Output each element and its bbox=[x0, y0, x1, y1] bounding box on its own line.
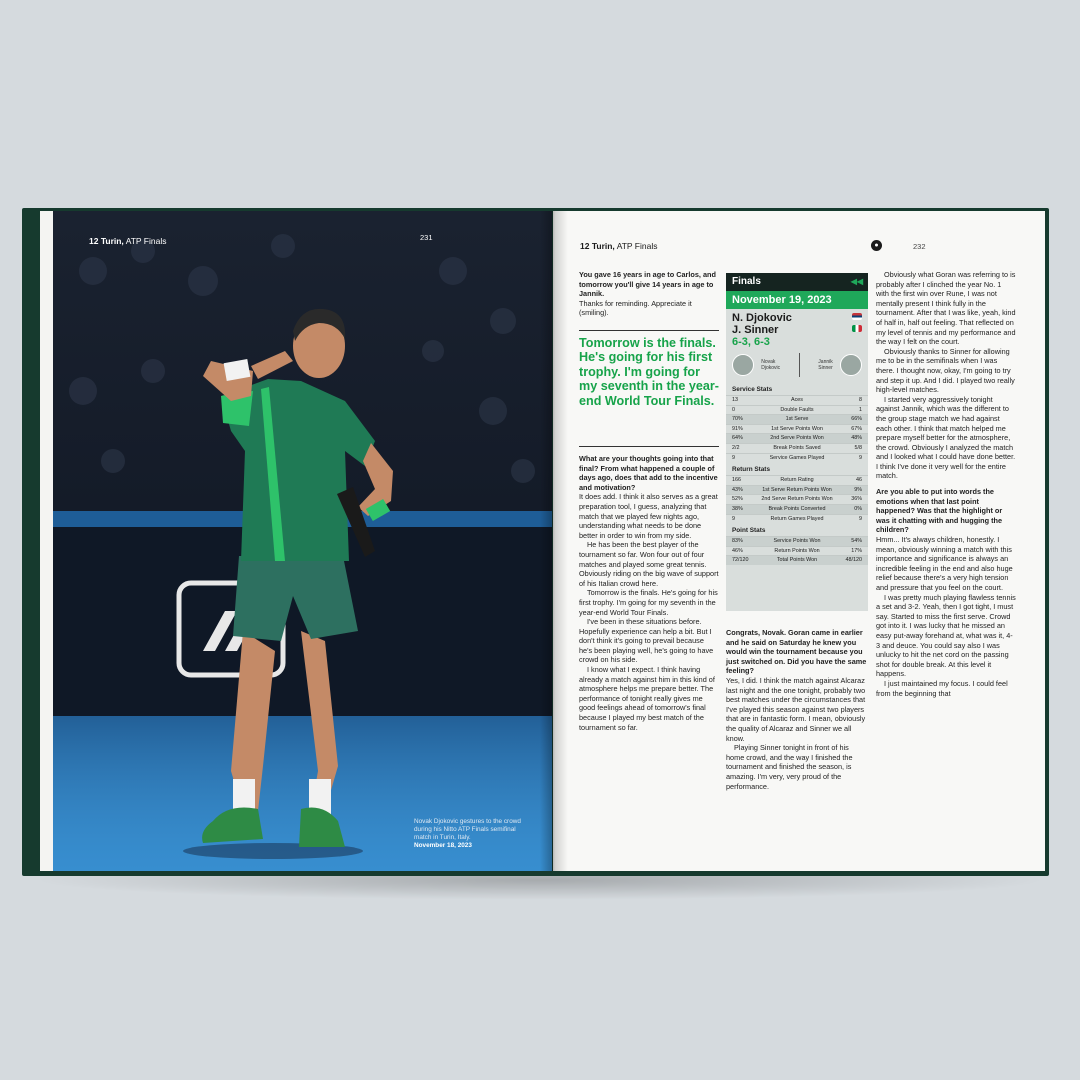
answer-3-p2: Playing Sinner tonight in front of his home crowd, and the way I finished the tournament and finished the season, is amazing. I'm very, very proud of the performance. bbox=[726, 743, 853, 791]
answer-2-p1: It does add. I think it also serves as a great preparation tool, I guess, analyzing that match that we played few nights ago, understanding what needs to be done better in order to win from my side. bbox=[579, 492, 718, 540]
stats-row bbox=[726, 475, 868, 485]
stats-p1-value: 166 bbox=[732, 477, 741, 484]
sinner-avatar bbox=[840, 354, 862, 376]
stats-p2-value: 67% bbox=[851, 425, 862, 432]
player-2-name: J. Sinner bbox=[732, 324, 779, 336]
caption-text: Novak Djokovic gestures to the crowd during his Nitto ATP Finals semifinal match in Turin, Italy. bbox=[414, 818, 521, 841]
stats-p1-value: 9 bbox=[732, 515, 735, 522]
column-3-body bbox=[876, 270, 1016, 698]
point-stats-table bbox=[726, 536, 868, 565]
stats-row bbox=[726, 494, 868, 504]
stats-p2-value: 46 bbox=[856, 477, 862, 484]
return-stats-title: Return Stats bbox=[732, 466, 770, 474]
player-illustration bbox=[53, 211, 552, 871]
avatar-row bbox=[726, 348, 868, 382]
stats-row bbox=[726, 414, 868, 424]
col3-p4: Hmm... It's always children, honestly. I mean, obviously winning a match with this importance and significance is always an incredible feeling in the end and also huge relief because there's a very high tension and pressure that you feel on the court. bbox=[876, 535, 1013, 592]
stats-stat-label: 1st Serve bbox=[785, 416, 809, 423]
stats-p1-value: 64% bbox=[732, 435, 743, 442]
stats-p1-value: 38% bbox=[732, 505, 743, 512]
answer-1: Thanks for reminding. Appreciate it (smiling). bbox=[579, 298, 692, 318]
stats-p2-value: 17% bbox=[851, 547, 862, 554]
stats-row bbox=[726, 546, 868, 556]
avatar-divider bbox=[799, 353, 800, 377]
stats-row bbox=[726, 443, 868, 453]
stats-p2-value: 36% bbox=[851, 496, 862, 503]
stats-p2-value: 54% bbox=[851, 538, 862, 545]
match-stats-box bbox=[726, 273, 868, 611]
stats-row bbox=[726, 433, 868, 443]
italy-flag-icon bbox=[852, 325, 862, 332]
double-arrow-icon: ◀◀ bbox=[850, 277, 863, 286]
answer-2-p3: Tomorrow is the finals. He's going for his first trophy. I'm going for my seventh in the year-end World Tour Finals. bbox=[579, 588, 718, 617]
stats-row bbox=[726, 395, 868, 405]
column-1-top bbox=[579, 270, 719, 318]
stats-p1-value: 43% bbox=[732, 486, 743, 493]
point-stats-title: Point Stats bbox=[732, 527, 766, 535]
caption-date: November 18, 2023 bbox=[414, 842, 472, 849]
tennis-photo bbox=[53, 211, 552, 871]
match-score: 6-3, 6-3 bbox=[732, 336, 770, 348]
stats-p2-value: 0% bbox=[854, 505, 862, 512]
header-event: ATP Finals bbox=[125, 236, 167, 246]
stats-p2-value: 1 bbox=[859, 406, 862, 413]
stats-stat-label: Double Faults bbox=[780, 406, 814, 413]
stats-row bbox=[726, 485, 868, 495]
stats-stat-label: Aces bbox=[791, 397, 803, 403]
col3-p5: I was pretty much playing flawless tennis a set and 3-2. Yeah, then I got tight, I must say. Started to miss the first serve. Crowd got into it. I was lucky that he missed an easy put-away forehand at, what was it, 4-3 and deuce. You could say also I was unlucky to hit the net cord on the passing shot for double break. At this level it happens. bbox=[876, 592, 1016, 679]
players-block bbox=[726, 309, 868, 336]
pull-quote: Tomorrow is the finals. He's going for his first trophy. I'm going for my seventh in the year-end World Tour Finals. bbox=[579, 336, 719, 408]
service-stats-table bbox=[726, 395, 868, 462]
stats-stat-label: Break Points Saved bbox=[773, 444, 821, 451]
column-2-body bbox=[726, 628, 868, 791]
stats-row bbox=[726, 453, 868, 463]
stats-p2-value: 9% bbox=[854, 486, 862, 493]
question-2: What are your thoughts going into that final? From what happened a couple of days ago, does that add to the incentive and motivation? bbox=[579, 454, 718, 492]
header-section: 12 Turin, bbox=[580, 241, 615, 251]
stats-stat-label: 1st Serve Points Won bbox=[771, 425, 823, 432]
djokovic-avatar bbox=[732, 354, 754, 376]
col3-p1: Obviously what Goran was referring to is probably after I clinched the year No. 1 with the first win over Rune, I was not mentally present I think fully in the tournament. After that I was like, yeah, kind of half in, half out feeling. That reflected on my level of tennis and my performance and the way I felt on the court. bbox=[876, 270, 1016, 347]
stats-p2-value: 8 bbox=[859, 397, 862, 403]
player-1-name: N. Djokovic bbox=[732, 312, 792, 324]
service-stats-title: Service Stats bbox=[732, 386, 773, 393]
stats-p2-value: 9 bbox=[859, 454, 862, 461]
column-1-body bbox=[579, 454, 719, 732]
answer-2-p2: He has been the best player of the tournament so far. Won four out of four matches and played some great tennis. Obviously riding on the big wave of support of his Italian crowd here. bbox=[579, 540, 719, 588]
stats-stat-label: 2nd Serve Points Won bbox=[770, 435, 824, 442]
left-page-number: 231 bbox=[420, 233, 433, 242]
stats-stat-label: Return Games Played bbox=[770, 515, 824, 522]
stats-p2-value: 48% bbox=[851, 435, 862, 442]
question-4: Are you able to put into words the emotions when that last point happened? Was that the highlight or was it chatting with and hugging the children? bbox=[876, 487, 1003, 535]
atp-icon: ● bbox=[871, 240, 882, 251]
stats-row bbox=[726, 504, 868, 514]
stats-row bbox=[726, 536, 868, 546]
stats-stat-label: Return Rating bbox=[780, 477, 814, 484]
stats-stat-label: Service Games Played bbox=[769, 454, 825, 461]
serbia-flag-icon bbox=[852, 313, 862, 320]
stats-p2-value: 9 bbox=[859, 515, 862, 522]
stats-stat-label: 2nd Serve Return Points Won bbox=[761, 496, 833, 503]
answer-3-p1: Yes, I did. I think the match against Alcaraz last night and the one tonight, probably two best matches under the circumstances that I've played this season against two players that are in fantastic form. I mean, obviously the quality of Alcaraz and Sinner we all know. bbox=[726, 675, 866, 743]
header-event: ATP Finals bbox=[616, 241, 658, 251]
stats-stat-label: Service Points Won bbox=[773, 538, 821, 545]
stats-p2-value: 48/120 bbox=[845, 557, 862, 564]
stats-stat-label: Break Points Converted bbox=[768, 505, 826, 512]
stats-p1-value: 46% bbox=[732, 547, 743, 554]
book-gutter bbox=[540, 211, 568, 871]
stats-p2-value: 66% bbox=[851, 416, 862, 423]
stats-row bbox=[726, 514, 868, 524]
stats-p1-value: 83% bbox=[732, 538, 743, 545]
stats-row bbox=[726, 405, 868, 415]
stats-p2-value: 5/8 bbox=[854, 444, 862, 451]
stats-p1-value: 9 bbox=[732, 454, 735, 461]
answer-2-p4: I've been in these situations before. Hopefully experience can help a bit. But I don't think it's going to prevail because he's been playing well, he's going to have crowd on his side. bbox=[579, 617, 714, 665]
col3-p3: I started very aggressively tonight against Jannik, which was the different to the group stage match we had against each other. I think that match helped me prepare myself better for the atmosphere, the crowd. Obviously I analyzed the match and I looked what I could have done better. I think I've done it very well for the entire match. bbox=[876, 394, 1016, 481]
avatar-1-label: Novak Djokovic bbox=[761, 359, 781, 371]
col3-p2: Obviously thanks to Sinner for allowing me to be in the semifinals when I was there. I thought now, okay, I'm going to try and step it up. And I did. I played two really high-level matches. bbox=[876, 346, 1015, 395]
stats-p1-value: 13 bbox=[732, 397, 738, 403]
stats-stat-label: Total Points Won bbox=[776, 557, 818, 564]
divider-bottom bbox=[579, 446, 719, 447]
divider-top bbox=[579, 330, 719, 331]
return-stats-table bbox=[726, 475, 868, 523]
header-section: 12 Turin, bbox=[89, 236, 124, 246]
stats-p1-value: 72/120 bbox=[732, 557, 749, 564]
stats-p1-value: 91% bbox=[732, 425, 743, 432]
stats-p1-value: 0 bbox=[732, 406, 735, 413]
question-1: You gave 16 years in age to Carlos, and tomorrow you'll give 14 years in age to Jannik. bbox=[579, 270, 716, 299]
stats-p1-value: 2/2 bbox=[732, 444, 740, 451]
stats-row bbox=[726, 424, 868, 434]
right-page-number: 232 bbox=[913, 242, 926, 251]
col3-p6: I just maintained my focus. I could feel from the beginning that bbox=[876, 678, 1008, 698]
stats-p1-value: 52% bbox=[732, 496, 743, 503]
stats-row bbox=[726, 555, 868, 565]
avatar-2-label: Jannik Sinner bbox=[818, 359, 833, 371]
stats-stat-label: 1st Serve Return Points Won bbox=[762, 486, 832, 493]
stats-stat-label: Return Points Won bbox=[774, 547, 820, 554]
match-date: November 19, 2023 bbox=[726, 291, 868, 309]
stats-title: Finals bbox=[732, 276, 761, 287]
stats-title-bar bbox=[726, 273, 868, 291]
right-running-header bbox=[580, 241, 658, 251]
stats-p1-value: 70% bbox=[732, 416, 743, 423]
photo-caption bbox=[414, 818, 524, 850]
answer-2-p5: I know what I expect. I think having already a match against him in this kind of atmosphere helps me prepare better. The performance of tonight really gives me good feelings ahead of tomorrow's final because I played my best match of the tournament so far. bbox=[579, 665, 715, 732]
question-3: Congrats, Novak. Goran came in earlier and he said on Saturday he knew you would win the tournament because you just switched on. Did you have the same feeling? bbox=[726, 628, 867, 676]
left-running-header bbox=[89, 236, 167, 246]
